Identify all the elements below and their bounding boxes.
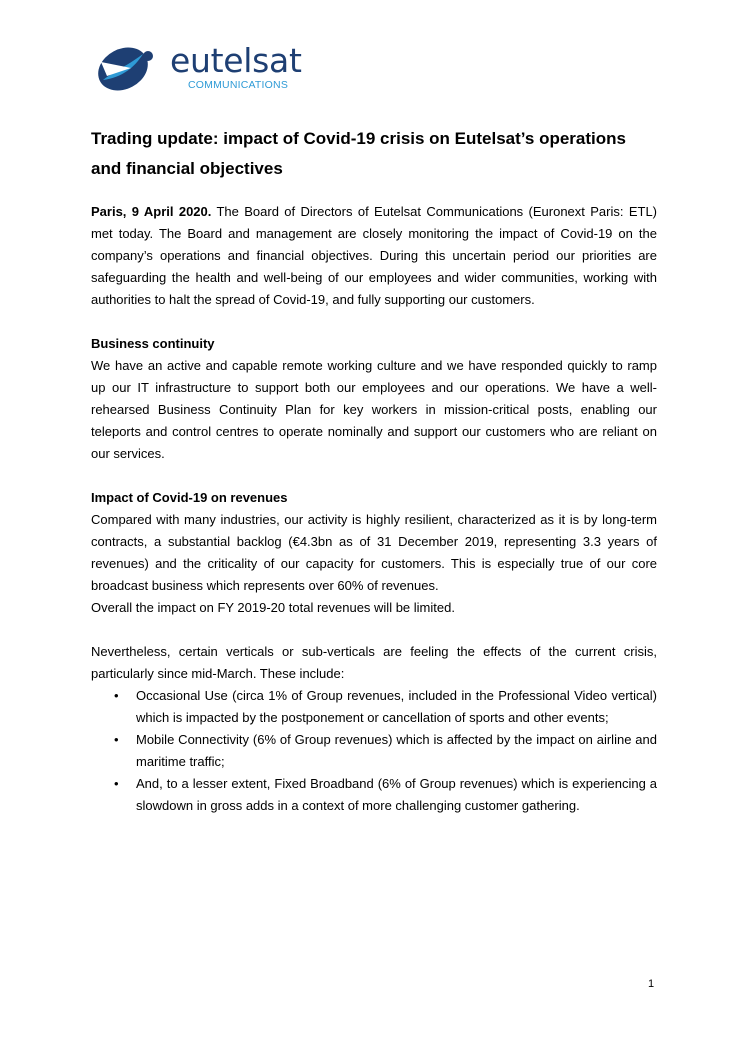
verticals-paragraph: Nevertheless, certain verticals or sub-verticals are feeling the effects of the current crisis, particularly since mid-March. These include: [91, 644, 657, 681]
intro-paragraph [91, 201, 657, 311]
document-body [91, 124, 657, 817]
revenues-heading: Impact of Covid-19 on revenues [91, 490, 288, 505]
eutelsat-satellite-icon [93, 42, 159, 92]
bullet-icon: • [114, 776, 119, 791]
company-logo [93, 42, 323, 92]
business-continuity-heading: Business continuity [91, 336, 215, 351]
revenues-overall-paragraph: Overall the impact on FY 2019-20 total revenues will be limited. [91, 600, 455, 615]
list-item: • And, to a lesser extent, Fixed Broadband (6% of Group revenues) which is experiencing a slowdown in gross adds in a context of more challenging customer gathering. [91, 773, 657, 817]
business-continuity-paragraph: We have an active and capable remote working culture and we have responded quickly to ramp up our IT infrastructure to support both our employees and our operations. We have a well-rehearsed Business Continuity Plan for key workers in mission-critical posts, enabling our teleports and control centres to operate nominally and support our customers who are reliant on our services. [91, 358, 657, 461]
list-item: • Occasional Use (circa 1% of Group revenues, included in the Professional Video vertical) which is impacted by the postponement or cancellation of sports and other events; [91, 685, 657, 729]
page-number: 1 [648, 978, 655, 990]
bullet-icon: • [114, 732, 119, 747]
list-item: • Mobile Connectivity (6% of Group revenues) which is affected by the impact on airline and maritime traffic; [91, 729, 657, 773]
bullet-icon: • [114, 688, 119, 703]
revenues-paragraph: Compared with many industries, our activity is highly resilient, characterized as it is by long-term contracts, a substantial backlog (€4.3bn as of 31 December 2019, representing 3.3 years of revenues) and the criticality of our capacity for customers. This is especially true of our core broadcast business which represents over 60% of revenues. [91, 512, 657, 593]
logo-wordmark: eutelsat [170, 41, 302, 80]
verticals-list [91, 685, 657, 817]
logo-subtitle: COMMUNICATIONS [188, 79, 289, 91]
intro-lead: Paris, 9 April 2020. [91, 204, 212, 219]
page-title: Trading update: impact of Covid-19 crisis on Eutelsat’s operations and financial objectives [91, 129, 626, 178]
intro-text: The Board of Directors of Eutelsat Communications (Euronext Paris: ETL) met today. The Board and management are closely monitoring the impact of Covid-19 on the company’s operations and financial objectives. During this uncertain period our priorities are safeguarding the health and well-being of our employees and wider communities, working with authorities to halt the spread of Covid-19, and fully supporting our customers. [91, 204, 658, 307]
